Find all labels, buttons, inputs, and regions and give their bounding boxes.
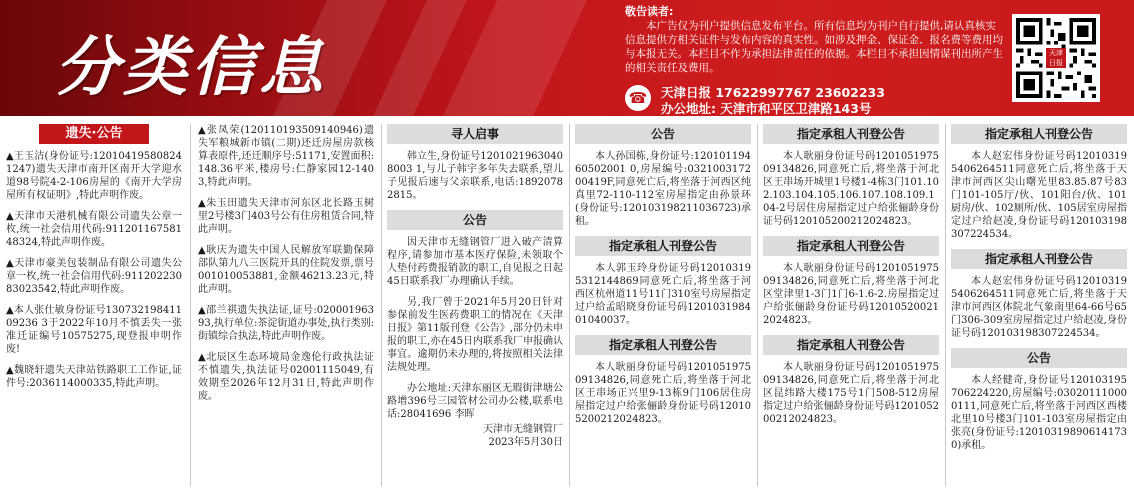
page-title: 分类信息 — [55, 31, 327, 105]
column-divider — [945, 124, 946, 486]
section-heading: 指定承租人刊登公告 — [575, 335, 751, 355]
column-tenant-notices-3 — [951, 124, 1127, 489]
section-heading: 遗失·公告 — [39, 124, 149, 144]
notice-item: ▲朱玉田遗失天津市河东区北长路玉树里2号楼3门403号公有住房租赁合同,特此声明。 — [198, 198, 374, 235]
section-heading: 公告 — [575, 124, 751, 144]
notice-item: 办公地址:天津东丽区无瑕街津塘公路增396号三园管材公司办公楼,联系电话:28041696 李晖 — [387, 383, 563, 420]
phone-icon: ☎ — [625, 85, 651, 111]
notice-signature: 天津市无缝钢管厂 — [483, 424, 563, 435]
column-lost-notices — [6, 124, 182, 489]
classified-content — [0, 120, 1134, 491]
notice-item: 另,我厂曾于2021年5月20日针对参保前发生医药费职工的情况在《天津日报》第11版刊登《公告》,部分仍未申报的职工,亦在45日内联系我厂申报确认事宜。逾期仍未办理的,将按照相关法律法规处理。 — [387, 297, 563, 373]
reader-notice — [625, 5, 1005, 75]
notice-item: 本人郭玉玲身份证号码120103195312144869同意死亡后,将坐落于河西区杭州道11号11门310室号房屋指定过户给孟昭晓身份证号码120103198401040037。 — [575, 263, 751, 326]
notice-item: ▲邵兰祺遗失执法证,证号:02000196393,执行单位:茶淀街道办事处,执行类别:街镇综合执法,特此声明作废。 — [198, 305, 374, 342]
column-missing-person — [387, 124, 563, 489]
notice-item: ▲北辰区生态环境局金逸伦行政执法证不慎遗失,执法证号02001115049,有效期至2026年12月31日,特此声明作废。 — [198, 352, 374, 402]
column-divider — [569, 124, 570, 486]
contact-address: 办公地址: 天津市和平区卫津路143号 — [661, 101, 872, 116]
notice-item: 本人赵宏伟身份证号码120103195406264511同意死亡后,将坐落于天津市河西区体院北气象南里64-66号65门306-309室房屋指定过户给赵凌,身份证号码120103198307224534。 — [951, 276, 1127, 339]
notice-item: 韩立生,身份证号12010219630408003 1,与儿子韩宇多年失去联系,望儿子见报后速与父亲联系,电话:18920782815。 — [387, 151, 563, 201]
notice-item: 因天津市无缝钢管厂进入破产清算程序,请参加市基本医疗保险,未领取个人垫付药费报销款的职工,自见报之日起45日联系我厂办理确认手续。 — [387, 237, 563, 287]
contact-phone: 天津日报 17622997767 23602233 — [661, 85, 885, 100]
column-tenant-notices — [575, 124, 751, 489]
notice-item: 本人耿丽身份证号码120105197509134826,同意死亡后,将坐落于河北区堂津里1-3门1门6-1.6-2.房屋指定过户给张俪龄身份证号码120105200212024823。 — [763, 263, 939, 326]
notice-item: 本人耿丽身份证号码120105197509134826,同意死亡后,将坐落于河北区昆纬路大楼175号1门508-512房屋指定过户给张俪龄身份证号码120105200212024823。 — [763, 362, 939, 425]
notice-item: ▲张凤荣(120110193509140946)遗失军粮城新市镇(二期)还迁房屋房款核算表原件,还迁顺序号:51171,安置面积:148.36平米,楼房号:仁静家园12-1403,特此声明。 — [198, 125, 374, 188]
notice-item: 本人经健奇,身份证号120103195706224220,房屋编号:030201110000111,同意死亡后,将坐落于河西区西楼北里10号楼3门101-103室房屋指定由张亮(身份证号:120103198906141730)承租。 — [951, 375, 1127, 451]
column-lost-notices-2 — [198, 124, 374, 489]
column-divider — [381, 124, 382, 486]
notice-item: 本人耿丽身份证号码120105197509134826,同意死亡后,将坐落于河北区王串场开城里1号楼1-4栋3门101.102.103.104.105.106.107.108.109.104-2号居住房屋指定过户给张俪龄身份证号码120105200212024823。 — [763, 151, 939, 227]
section-heading: 公告 — [387, 210, 563, 230]
notice-item: ▲耿庆为遗失中国人民解放军联勤保障部队第九八三医院开具的住院发票,票号001010053881,金额46213.23元,特此声明。 — [198, 245, 374, 295]
notice-heading: 敬告读者: — [625, 5, 674, 18]
banner-stripe — [443, 0, 587, 116]
column-tenant-notices-2 — [763, 124, 939, 489]
column-divider — [757, 124, 758, 486]
notice-item: 本人赵宏伟身份证号码120103195406264511同意死亡后,将坐落于天津市河西区尖山曙光里83.85.87号83门101-105厅/伙、101阳台/伙、101厨房/伙、102厕所/伙、105居室房屋指定过户给赵凌,身份证号码120103198307224534。 — [951, 151, 1127, 240]
notice-item: 本人孙国栋,身份证号:12010119460502001 0,房屋编号:032100317200419F,同意死亡后,将坐落于河西区纯真里72-110-112室房屋指定由孙景环(身份证号:120103198211036723)承租。 — [575, 151, 751, 227]
section-heading: 寻人启事 — [387, 124, 563, 144]
section-heading: 公告 — [951, 348, 1127, 368]
section-heading: 指定承租人刊登公告 — [763, 236, 939, 256]
section-heading: 指定承租人刊登公告 — [763, 124, 939, 144]
qr-code[interactable] — [1012, 14, 1100, 102]
qr-logo: 天津日报 — [1046, 48, 1066, 68]
notice-item: ▲天津市天港机械有限公司遗失公章一枚,统一社会信用代码:91120116758148324,特此声明作废。 — [6, 211, 182, 248]
column-divider — [190, 124, 191, 486]
section-heading: 指定承租人刊登公告 — [575, 236, 751, 256]
notice-date: 2023年5月30日 — [488, 437, 563, 448]
notice-body: 本广告仅为刊户提供信息发布平台。所有信息均为刊户自行提供,请认真核实信息提供方相关证件与发布内容的真实性。如涉及押金、保证金、报名费等费用均与本报无关。本栏目不作为承担法律责任的依据。本栏目不承担因情谋刊出所产生的相关责任及费用。 — [625, 20, 1003, 74]
notice-item: ▲王玉洁(身份证号:120104195808241247)遗失天津市南开区南开大学迎水道98号院4-2-106房屋的《南开大学房屋所有权证明》,特此声明作废。 — [6, 151, 182, 201]
notice-item: ▲本人张仕敏身份证号13073219841109236 3于2022年10月不慎丢失一张准迁证编号10575275,现登报申明作废! — [6, 305, 182, 355]
notice-item: ▲魏晓轩遗失天津站铁路职工工作证,证件号:2036114000335,特此声明。 — [6, 365, 182, 389]
notice-item: ▲天津市豪美包装制品有限公司遗失公章一枚,统一社会信用代码:91120223083023542,特此声明作废。 — [6, 258, 182, 295]
section-heading: 指定承租人刊登公告 — [763, 335, 939, 355]
header-banner — [0, 0, 1134, 116]
section-heading: 指定承租人刊登公告 — [951, 124, 1127, 144]
contact-info — [625, 83, 1005, 115]
section-heading: 指定承租人刊登公告 — [951, 249, 1127, 269]
notice-item: 本人耿丽身份证号码120105197509134826,同意死亡后,将坐落于河北区王串场正兴里9-13栋9门106居住房屋指定过户给张俪龄身份证号码120105200212024823。 — [575, 362, 751, 425]
